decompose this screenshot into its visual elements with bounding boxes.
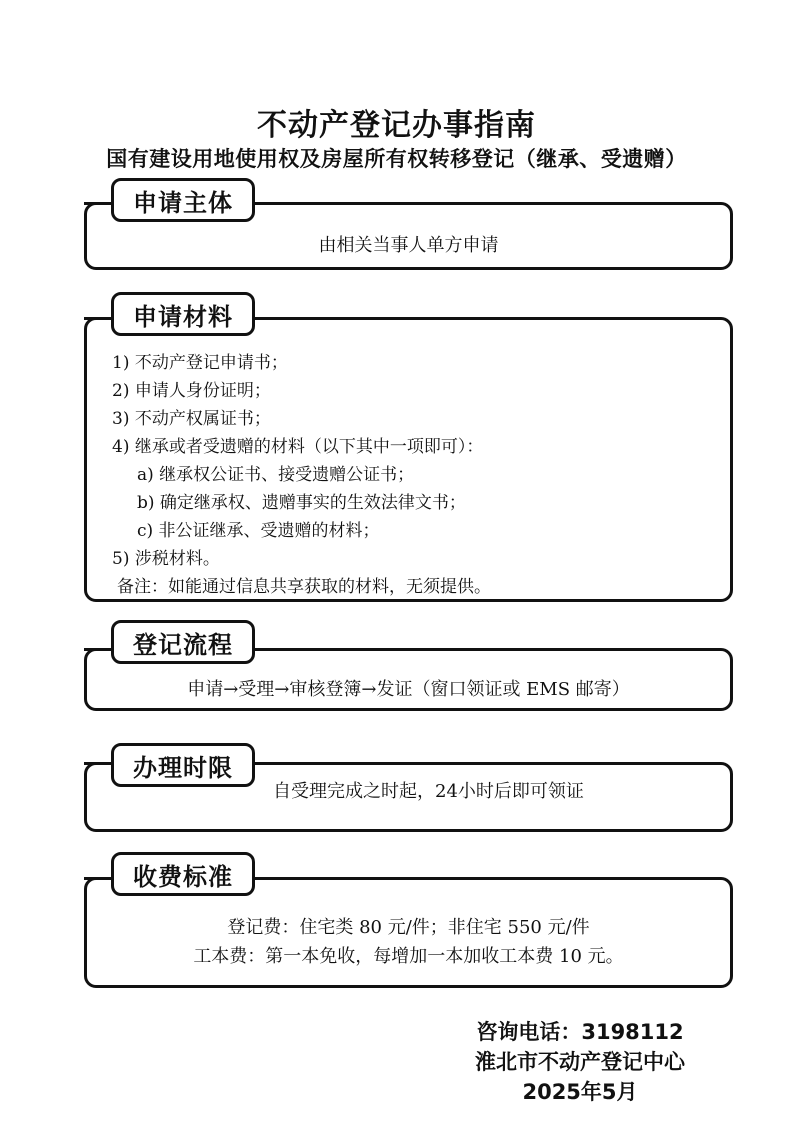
materials-box <box>84 317 733 602</box>
process-tab-connector <box>84 648 114 651</box>
fees-registration-line: 登记费：住宅类 80 元/件；非住宅 550 元/件 <box>227 917 590 938</box>
material-subitem-c: c) 非公证继承、受遗赠的材料； <box>137 521 380 541</box>
material-item-1: 1) 不动产登记申请书； <box>112 353 288 373</box>
process-heading: 登记流程 <box>111 620 255 664</box>
fees-heading: 收费标准 <box>111 852 255 896</box>
time-limit-heading: 办理时限 <box>111 743 255 787</box>
material-item-5: 5) 涉税材料。 <box>112 549 220 569</box>
materials-note: 备注：如能通过信息共享获取的材料，无须提供。 <box>117 577 491 597</box>
office-name: 淮北市不动产登记中心 <box>475 1050 685 1074</box>
material-item-4: 4) 继承或者受遗赠的材料（以下其中一项即可）： <box>112 437 484 457</box>
process-text: 申请→受理→审核登簿→发证（窗口领证或 EMS 邮寄） <box>187 679 630 700</box>
material-item-3: 3) 不动产权属证书； <box>112 409 271 429</box>
material-subitem-a: a) 继承权公证书、接受遗赠公证书； <box>137 465 415 485</box>
applicant-heading: 申请主体 <box>111 178 255 222</box>
material-subitem-b: b) 确定继承权、遗赠事实的生效法律文书； <box>137 493 466 513</box>
materials-tab-connector <box>84 317 114 320</box>
time-limit-tab-connector <box>84 762 114 765</box>
time-limit-text: 自受理完成之时起，24小时后即可领证 <box>273 781 584 802</box>
page-title: 不动产登记办事指南 <box>257 108 536 143</box>
fees-certificate-line: 工本费：第一本免收，每增加一本加收工本费 10 元。 <box>193 946 624 967</box>
applicant-text: 由相关当事人单方申请 <box>318 235 499 256</box>
fees-tab-connector <box>84 877 114 880</box>
contact-phone: 咨询电话：3198112 <box>476 1020 684 1044</box>
issue-date: 2025年5月 <box>522 1080 638 1104</box>
material-item-2: 2) 申请人身份证明； <box>112 381 271 401</box>
materials-heading: 申请材料 <box>111 292 255 336</box>
page-subtitle: 国有建设用地使用权及房屋所有权转移登记（继承、受遗赠） <box>106 147 687 171</box>
applicant-tab-connector <box>84 202 114 205</box>
